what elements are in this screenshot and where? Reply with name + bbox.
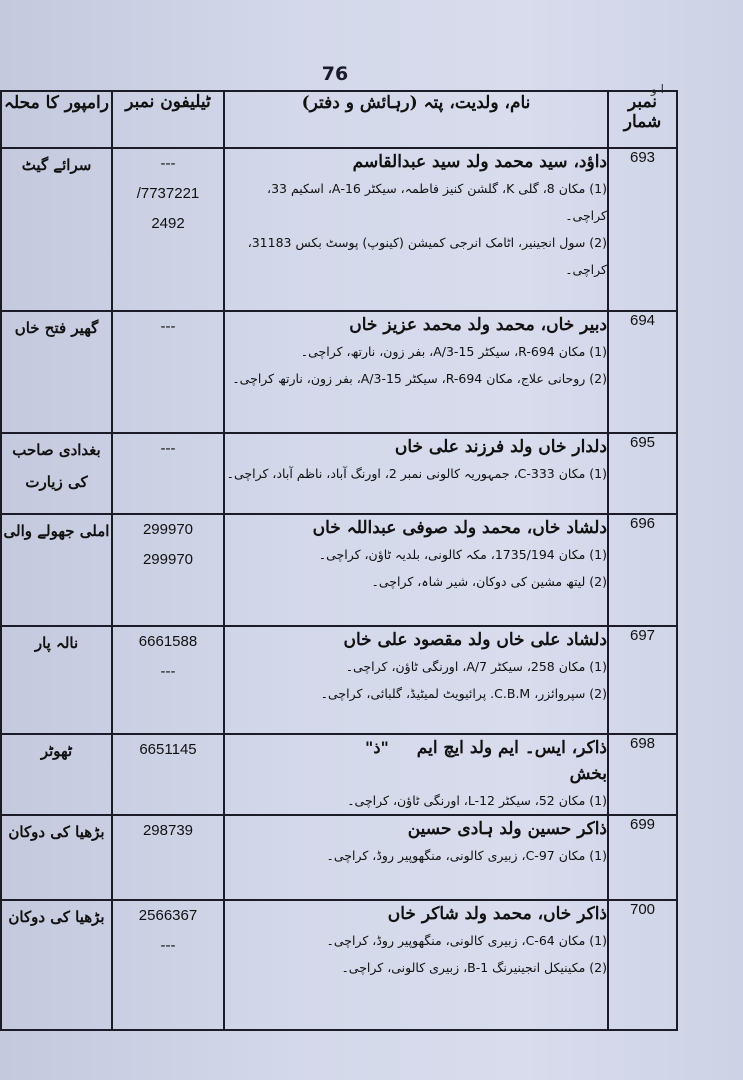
table-header-row <box>1 91 677 148</box>
entry-area: بغدادی صاحب کی زیارت <box>1 433 112 514</box>
phone-number: 7737221/ <box>136 185 200 202</box>
entry-details <box>224 433 608 514</box>
entry-name: دلدار خاں ولد فرزند علی خاں <box>394 437 607 457</box>
entry-name-line <box>225 735 607 787</box>
entry-serial: 698 <box>608 734 677 815</box>
entry-details <box>224 900 608 1030</box>
phone-number: --- <box>160 155 176 172</box>
entry-details <box>224 514 608 626</box>
entry-address-line: (1) مکان 1735/194، مکہ کالونی، بلدیہ ٹاؤن، کراچی۔ <box>318 547 607 562</box>
table-row <box>1 148 677 311</box>
entry-details <box>224 148 608 311</box>
entry-area: بڑھیا کی دوکان <box>1 900 112 1030</box>
header-phone: ٹیلیفون نمبر <box>112 91 224 148</box>
entry-name: داؤد، سید محمد ولد سید عبدالقاسم <box>352 152 607 172</box>
entry-name: ذاکر حسین ولد ہادی حسین <box>407 819 607 839</box>
entry-serial: 697 <box>608 626 677 734</box>
entry-name: ذاکر خاں، محمد ولد شاکر خاں <box>387 904 607 924</box>
header-area: رامپور کا محلہ <box>1 91 112 148</box>
entry-address-line: کراچی۔ <box>565 262 607 277</box>
entry-address-line: (1) مکان R-694، سیکٹر A/3-15، بفر زون، نارتھ، کراچی۔ <box>300 344 607 359</box>
phone-number: --- <box>160 440 176 457</box>
phone-number: 299970 <box>142 521 194 538</box>
phone-number: 6651145 <box>139 741 197 758</box>
phone-number: 2566367 <box>138 907 198 924</box>
entry-name: دلشاد خاں، محمد ولد صوفی عبداللہ خاں <box>312 518 607 538</box>
entry-phone <box>112 815 224 900</box>
phone-number: 2492 <box>151 215 185 232</box>
entry-address-line: (2) لیتھ مشین کی دوکان، شیر شاہ، کراچی۔ <box>371 574 607 589</box>
entry-area: نالہ پار <box>1 626 112 734</box>
entry-name: ذاکر، ایس۔ ایم ولد ایچ ایم بخش <box>416 738 607 784</box>
entry-name-extra: "ذ" <box>365 738 389 757</box>
phone-number: 6661588 <box>138 633 198 650</box>
entry-area: سرائے گیٹ <box>1 148 112 311</box>
entry-serial: 699 <box>608 815 677 900</box>
table-row <box>1 311 677 433</box>
entry-name-line <box>225 515 607 541</box>
entry-name: دبیر خاں، محمد ولد محمد عزیز خاں <box>349 315 607 335</box>
table-row <box>1 734 677 815</box>
entry-name-line <box>225 434 607 460</box>
entry-area: گھیر فتح خاں <box>1 311 112 433</box>
phone-number: 299970 <box>142 551 194 568</box>
entry-phone <box>112 626 224 734</box>
entry-name-line <box>225 149 607 175</box>
entry-area: ٹھوٹر <box>1 734 112 815</box>
entry-address-line: (2) سپروائزر، C.B.M. پرائیویٹ لمیٹیڈ، گلبائی، کراچی۔ <box>320 686 607 701</box>
entry-serial: 700 <box>608 900 677 1030</box>
entry-address-line: (2) سول انجینیر، اٹامک انرجی کمیشن (کینوپ) پوسٹ بکس 31183، <box>247 235 607 250</box>
entry-area: بڑھیا کی دوکان <box>1 815 112 900</box>
entry-address-line: (1) مکان 8، گلی K، گلشن کنیز فاطمہ، سیکٹر 16-A، اسکیم 33، <box>267 181 607 196</box>
entry-address-line: (1) مکان C-97، زبیری کالونی، منگھوپیر روڈ، کراچی۔ <box>326 848 607 863</box>
entry-address-line: کراچی۔ <box>565 208 607 223</box>
entry-area: املی جھولے والی <box>1 514 112 626</box>
entry-name-line <box>225 816 607 842</box>
table-row <box>1 900 677 1030</box>
phone-number: --- <box>160 663 176 680</box>
entry-serial: 696 <box>608 514 677 626</box>
entry-phone <box>112 734 224 815</box>
entry-details <box>224 311 608 433</box>
table-row <box>1 815 677 900</box>
entry-address-line: (2) مکینیکل انجینیرنگ B-1، زبیری کالونی، کراچی۔ <box>341 960 607 975</box>
entry-serial: 693 <box>608 148 677 311</box>
page-number: 76 <box>321 63 349 85</box>
entry-phone <box>112 148 224 311</box>
entry-phone <box>112 433 224 514</box>
entry-serial: 695 <box>608 433 677 514</box>
table-row <box>1 433 677 514</box>
header-name-address: نام، ولدیت، پتہ (رہائش و دفتر) <box>224 91 608 148</box>
entry-phone <box>112 514 224 626</box>
entry-address-line: (1) مکان 258، سیکٹر 7/A، اورنگی ٹاؤن، کراچی۔ <box>345 659 607 674</box>
entry-details <box>224 734 608 815</box>
entry-phone <box>112 311 224 433</box>
phone-number: --- <box>160 937 176 954</box>
entry-address-line: (1) مکان 52، سیکٹر L-12، اورنگی ٹاؤن، کراچی۔ <box>347 793 607 808</box>
entry-details <box>224 626 608 734</box>
directory-table <box>0 90 678 1031</box>
entry-name-line <box>225 312 607 338</box>
corner-mark: ا و <box>651 82 664 96</box>
table-row <box>1 626 677 734</box>
entry-details <box>224 815 608 900</box>
entry-address-line: (2) روحانی علاج، مکان R-694، سیکٹر A/3-15، بفر زون، نارتھ کراچی۔ <box>232 371 607 386</box>
phone-number: 298739 <box>142 822 194 839</box>
entry-address-line: (1) مکان C-64، زبیری کالونی، منگھوپیر روڈ، کراچی۔ <box>326 933 607 948</box>
entry-address-line: (1) مکان C-333، جمہوریہ کالونی نمبر 2، اورنگ آباد، ناظم آباد، کراچی۔ <box>226 466 607 481</box>
entry-phone <box>112 900 224 1030</box>
entry-serial: 694 <box>608 311 677 433</box>
entry-name: دلشاد علی خاں ولد مقصود علی خاں <box>343 630 607 650</box>
header-serial: نمبر شمار <box>608 91 677 148</box>
phone-number: --- <box>160 318 176 335</box>
entry-name-line <box>225 901 607 927</box>
table-row <box>1 514 677 626</box>
entry-name-line <box>225 627 607 653</box>
